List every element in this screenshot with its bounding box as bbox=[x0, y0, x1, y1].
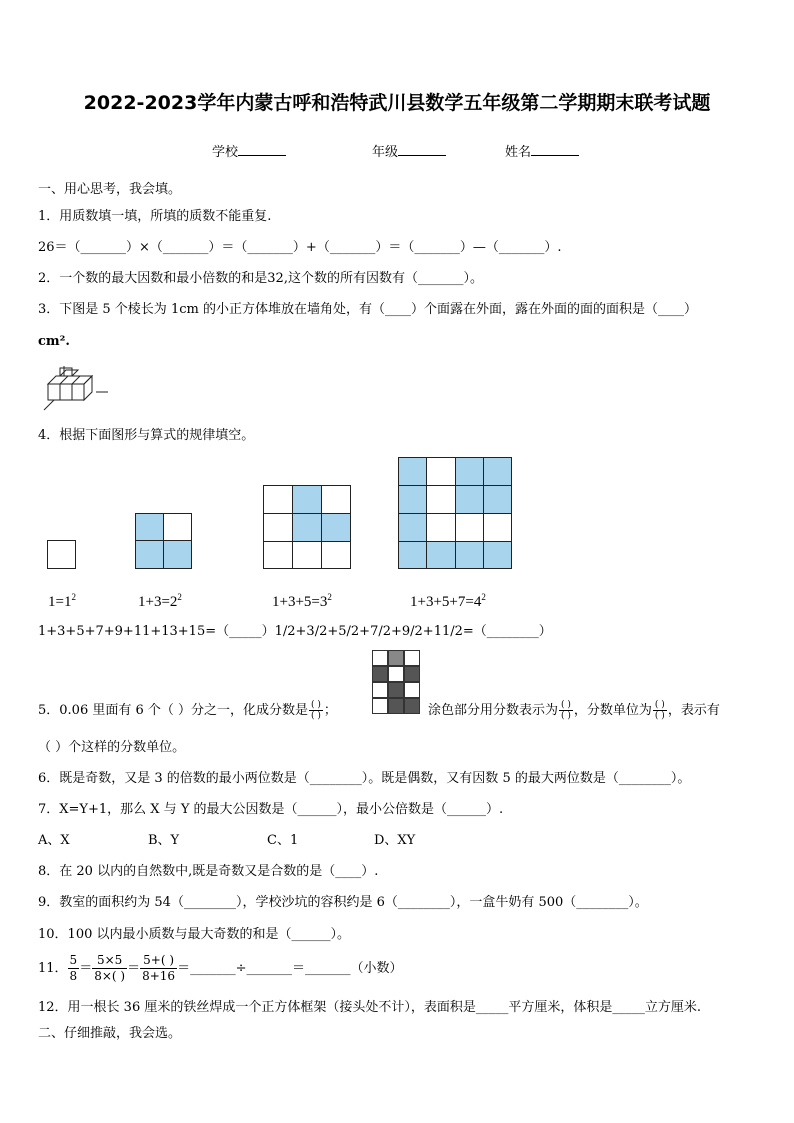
question-7-option-d[interactable]: D、XY bbox=[374, 833, 416, 848]
question-1-text: 1．用质数填一填，所填的质数不能重复. bbox=[38, 209, 272, 224]
question-1-equation: 26＝（_______）×（_______）＝（_______）+（_______）＝（_______）—（_______）. bbox=[38, 240, 562, 255]
school-blank[interactable] bbox=[238, 142, 286, 156]
question-3-unit: cm². bbox=[38, 334, 70, 349]
name-label: 姓名 bbox=[505, 145, 532, 160]
grade-blank[interactable] bbox=[398, 142, 446, 156]
school-field bbox=[212, 141, 286, 160]
question-6: 6．既是奇数，又是 3 的倍数的最小两位数是（________）。既是偶数，又有因数 5 的最大两位数是（________）。 bbox=[38, 771, 691, 786]
fraction-5-8: $\frac{5}{8}$ bbox=[69, 953, 78, 983]
question-12: 12．用一根长 36 厘米的铁丝焊成一个正方体框架（接头处不计），表面积是_____平方厘米，体积是_____立方厘米. bbox=[38, 1000, 701, 1015]
grid-1x1 bbox=[47, 540, 76, 569]
fraction-blank-3[interactable]: $\frac{( )}{( )}$ bbox=[654, 700, 665, 721]
question-4-blanks: 1+3+5+7+9+11+13+15=（_____）1/2+3/2+5/2+7/2+9/2+11/2=（________） bbox=[38, 624, 552, 639]
grade-field bbox=[372, 141, 446, 160]
question-10: 10．100 以内最小质数与最大奇数的和是（______）。 bbox=[38, 927, 350, 942]
cube-stack-figure bbox=[40, 362, 112, 412]
question-8: 8．在 20 以内的自然数中,既是奇数又是合数的是（____）. bbox=[38, 864, 379, 879]
question-4-text: 4．根据下面图形与算式的规律填空。 bbox=[38, 428, 255, 443]
formula-2: $1+3=2^2$ bbox=[138, 592, 182, 610]
question-11: 11． $\frac{5}{8}$ ＝ $\frac{5\times 5}{8\times( )}$ ＝ $\frac{5+( )}{8+16}$ ＝_______÷_______＝_______（小数） bbox=[38, 953, 403, 983]
question-5-line2: （ ）个这样的分数单位。 bbox=[38, 740, 186, 755]
formula-3: $1+3+5=3^2$ bbox=[272, 592, 332, 610]
name-blank[interactable] bbox=[531, 142, 579, 156]
section-1-heading: 一、用心思考，我会填。 bbox=[38, 182, 182, 197]
name-field bbox=[505, 141, 579, 160]
formula-4: $1+3+5+7=4^2$ bbox=[410, 592, 486, 610]
page-title: 2022-2023学年内蒙古呼和浩特武川县数学五年级第二学期期末联考试题 bbox=[83, 92, 711, 114]
section-2-heading: 二、仔细推敲，我会选。 bbox=[38, 1026, 182, 1041]
question-9: 9．教室的面积约为 54（________），学校沙坑的容积约是 6（________），一盒牛奶有 500（________）。 bbox=[38, 895, 648, 910]
grade-label: 年级 bbox=[372, 145, 399, 160]
question-2: 2．一个数的最大因数和最小倍数的和是32,这个数的所有因数有（_______）。 bbox=[38, 271, 483, 286]
question-5-part2: 涂色部分用分数表示为 $\frac{( )}{( )}$ ，分数单位为 $\frac{( )}{( )}$ ，表示有 bbox=[428, 700, 720, 721]
fraction-blank-2[interactable]: $\frac{( )}{( )}$ bbox=[561, 700, 571, 721]
question-7-option-b[interactable]: B、Y bbox=[148, 833, 180, 848]
formula-1: $1=1^2$ bbox=[48, 592, 76, 610]
question-3-text: 3．下图是 5 个棱长为 1cm 的小正方体堆放在墙角处，有（____）个面露在外面，露在外面的面的面积是（____） bbox=[38, 302, 697, 317]
fraction-blank-1[interactable]: $\frac{( )}{( )}$ bbox=[311, 700, 321, 721]
fraction-blank-a[interactable]: $\frac{5\times 5}{8\times( )}$ bbox=[94, 953, 126, 983]
fraction-blank-b[interactable]: $\frac{5+( )}{8+16}$ bbox=[142, 953, 176, 983]
question-7-text: 7．X=Y+1，那么 X 与 Y 的最大公因数是（______），最小公倍数是（______）. bbox=[38, 802, 504, 817]
question-7-option-a[interactable]: A、X bbox=[38, 833, 70, 848]
question-5-part1: 5．0.06 里面有 6 个（ ）分之一，化成分数是 $\frac{( )}{( )}$ ； bbox=[38, 700, 337, 721]
school-label: 学校 bbox=[212, 145, 239, 160]
question-7-option-c[interactable]: C、1 bbox=[267, 833, 299, 848]
